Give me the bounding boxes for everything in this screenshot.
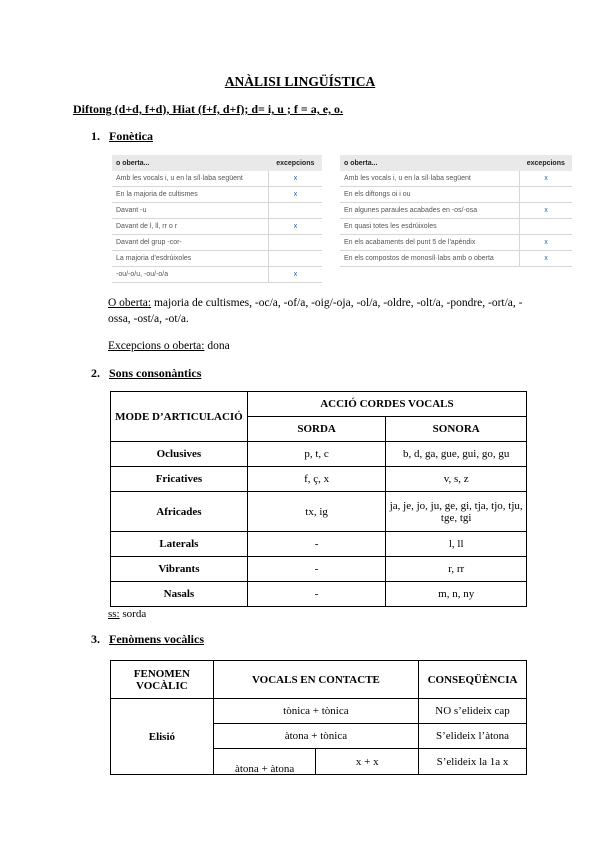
col-header-open-o: o oberta...	[112, 155, 269, 171]
exception-cell	[520, 219, 572, 235]
voiceless-cell: -	[247, 532, 386, 557]
open-o-table-left	[112, 155, 322, 283]
col-header-exceptions: excepcions	[269, 155, 322, 171]
header-mode: MODE D’ARTICULACIÓ	[111, 392, 248, 442]
voiced-cell: l, ll	[386, 532, 527, 557]
voiced-cell: b, d, ga, gue, gui, go, gu	[386, 442, 527, 467]
exception-cell: x	[520, 235, 572, 251]
page-title: ANÀLISI LINGÜÍSTICA	[224, 74, 376, 89]
table-row	[112, 219, 322, 235]
rule-cell: En els compostos de monosíl·labs amb o oberta	[340, 251, 520, 267]
table-row	[340, 187, 572, 203]
abbreviation-label: ss:	[108, 608, 120, 620]
section-heading-vocalic	[91, 632, 204, 647]
table-row	[112, 171, 322, 187]
vocalic-phenomena-table	[110, 660, 527, 775]
voiced-cell: r, rr	[386, 557, 527, 582]
rule-cell: Amb les vocals i, u en la síl·laba següent	[112, 171, 269, 187]
voiceless-cell: -	[247, 582, 386, 607]
section-title: Fonètica	[109, 129, 153, 143]
consonant-sounds-table	[110, 391, 527, 607]
section-title: Fenòmens vocàlics	[109, 632, 204, 646]
phenomenon-cell: Elisió	[111, 699, 214, 775]
mode-cell: Vibrants	[111, 557, 248, 582]
voiceless-cell: p, t, c	[247, 442, 386, 467]
vowels-cell: àtona + tònica	[213, 724, 418, 749]
exceptions-paragraph	[108, 338, 230, 354]
table-row	[111, 492, 527, 532]
exception-cell: x	[269, 219, 322, 235]
header-voiced: SONORA	[386, 417, 527, 442]
table-row	[112, 251, 322, 267]
rule-cell: Davant del grup -cor-	[112, 235, 269, 251]
mode-cell: Oclusives	[111, 442, 248, 467]
table-row	[340, 171, 572, 187]
rule-cell: -ou/-o/u, -ou/-o/a	[112, 267, 269, 283]
exception-cell	[269, 235, 322, 251]
rule-cell: En algunes paraules acabades en -os/-osa	[340, 203, 520, 219]
open-o-text: majoria de cultismes, -oc/a, -of/a, -oig/-oja, -ol/a, -oldre, -olt/a, -pondre, -ort/a, -ossa, -ost/a, -ot/a.	[108, 297, 523, 325]
mode-cell: Fricatives	[111, 467, 248, 492]
rule-cell: Amb les vocals i, u en la síl·laba següent	[340, 171, 520, 187]
table-row	[340, 235, 572, 251]
rule-cell: La majoria d'esdrúixoles	[112, 251, 269, 267]
voiced-cell: m, n, ny	[386, 582, 527, 607]
col-header-open-o: o oberta...	[340, 155, 520, 171]
exception-cell	[269, 251, 322, 267]
table-row	[112, 235, 322, 251]
table-row	[340, 203, 572, 219]
section-heading-consonants	[91, 366, 201, 381]
table-row	[111, 532, 527, 557]
table-row	[112, 187, 322, 203]
voiceless-cell: -	[247, 557, 386, 582]
open-o-paragraph	[108, 295, 528, 327]
table-row	[111, 582, 527, 607]
header-phenomenon: FENOMEN VOCÀLIC	[111, 661, 214, 699]
exception-cell: x	[520, 171, 572, 187]
consequence-cell: NO s’elideix cap	[419, 699, 527, 724]
consequence-cell: S’elideix l’àtona	[419, 724, 527, 749]
consequence-cell: S’elideix la 1a x	[419, 749, 527, 775]
open-o-table-right	[340, 155, 572, 267]
vowels-cell: x + x	[316, 749, 419, 775]
section-heading-phonetics	[91, 129, 153, 144]
rule-cell: En la majoria de cultismes	[112, 187, 269, 203]
exception-cell	[269, 203, 322, 219]
exception-cell: x	[269, 267, 322, 283]
rule-cell: Davant -u	[112, 203, 269, 219]
header-vocal-cords: ACCIÓ CORDES VOCALS	[247, 392, 526, 417]
voiceless-cell: f, ç, x	[247, 467, 386, 492]
table-row	[111, 699, 527, 724]
open-o-label: O oberta:	[108, 297, 152, 309]
rule-cell: En quasi totes les esdrúixoles	[340, 219, 520, 235]
rule-cell: En els diftongs oi i ou	[340, 187, 520, 203]
table-row	[111, 467, 527, 492]
section-title: Sons consonàntics	[109, 366, 202, 380]
table-row	[340, 251, 572, 267]
rule-cell: Davant de l, ll, rr o r	[112, 219, 269, 235]
abbreviation-note	[108, 606, 146, 622]
exception-cell: x	[520, 251, 572, 267]
voiceless-cell: tx, ig	[247, 492, 386, 532]
col-header-exceptions: excepcions	[520, 155, 572, 171]
exception-cell	[520, 187, 572, 203]
vowels-cell: àtona + àtona	[213, 749, 316, 775]
mode-cell: Laterals	[111, 532, 248, 557]
vowels-cell: tònica + tònica	[213, 699, 418, 724]
table-row	[111, 557, 527, 582]
exception-cell: x	[520, 203, 572, 219]
exception-cell: x	[269, 171, 322, 187]
header-vowels-in-contact: VOCALS EN CONTACTE	[213, 661, 418, 699]
table-row	[111, 442, 527, 467]
mode-cell: Nasals	[111, 582, 248, 607]
voiced-cell: v, s, z	[386, 467, 527, 492]
mode-cell: Africades	[111, 492, 248, 532]
section-number: 1.	[91, 129, 100, 143]
section-number: 3.	[91, 632, 100, 646]
table-row	[340, 219, 572, 235]
table-row	[112, 267, 322, 283]
abbreviation-text: sorda	[119, 608, 147, 620]
section-number: 2.	[91, 366, 100, 380]
exceptions-label: Excepcions o oberta:	[108, 340, 205, 352]
exception-cell: x	[269, 187, 322, 203]
header-voiceless: SORDA	[247, 417, 386, 442]
table-row	[112, 203, 322, 219]
rule-cell: En els acabaments del punt 5 de l'apèndix	[340, 235, 520, 251]
header-consequence: CONSEQÜÈNCIA	[419, 661, 527, 699]
diphthong-rule: Diftong (d+d, f+d), Hiat (f+f, d+f); d= i, u ; f = a, e, o.	[73, 102, 344, 116]
exceptions-text: dona	[204, 340, 230, 352]
voiced-cell: ja, je, jo, ju, ge, gi, tja, tjo, tju, tge, tgi	[386, 492, 527, 532]
